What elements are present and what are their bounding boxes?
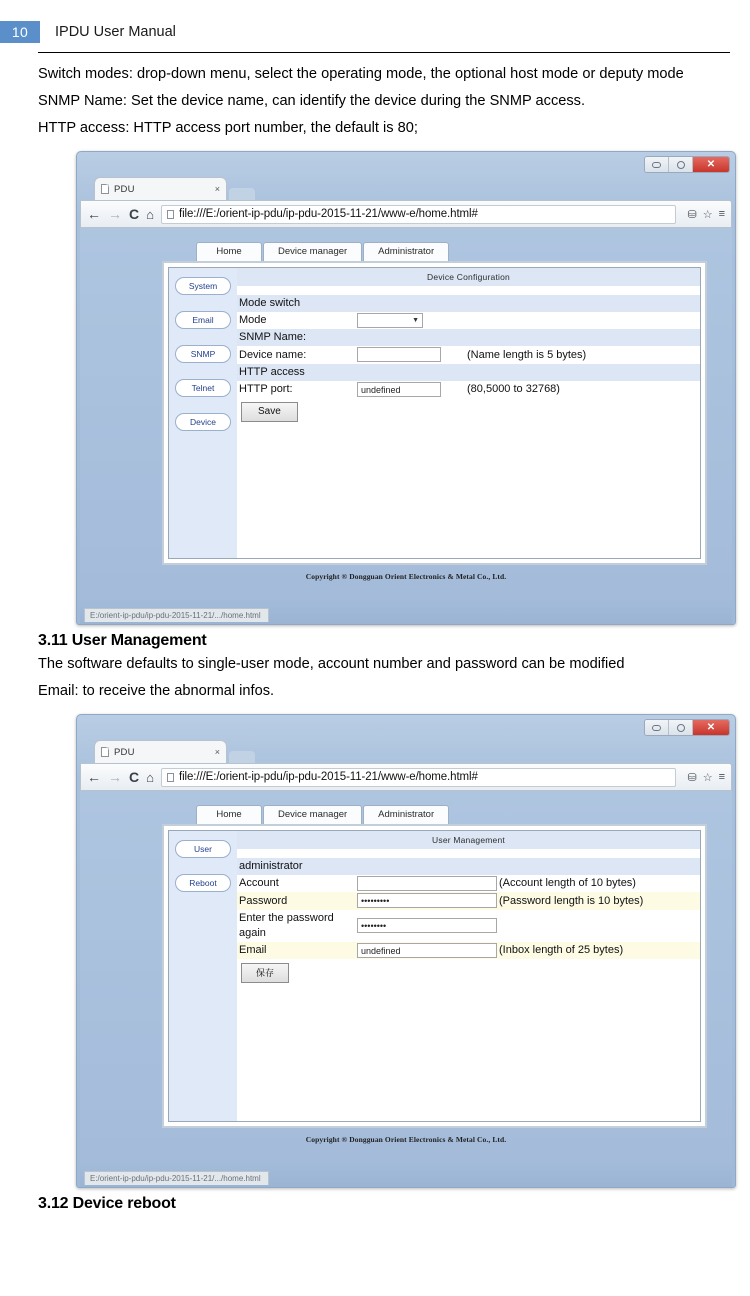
app-sidebar: [169, 268, 237, 558]
account-hint: (Account length of 10 bytes): [497, 875, 700, 892]
extension-icon[interactable]: ⛁: [687, 208, 697, 221]
sidebar-item-user[interactable]: User: [175, 840, 231, 858]
page-favicon-icon: [101, 184, 109, 194]
browser-toolbar: [80, 763, 732, 791]
app-tab-device-manager[interactable]: Device manager: [263, 805, 362, 824]
close-button[interactable]: ✕: [693, 157, 729, 172]
page-viewport: [80, 791, 732, 1161]
app-nav-tabs: [80, 805, 732, 824]
browser-tab-pdu[interactable]: [94, 177, 227, 200]
window-statusbar: [80, 1161, 732, 1187]
page-viewport: [80, 228, 732, 598]
browser-toolbar: [80, 200, 732, 228]
app-tab-home[interactable]: Home: [196, 805, 262, 824]
confirm-password-input[interactable]: ••••••••: [357, 918, 497, 933]
save-button[interactable]: Save: [241, 402, 298, 422]
browser-window-device-configuration: [76, 151, 736, 625]
row-label-snmp-name: SNMP Name:: [237, 329, 355, 346]
minimize-icon: [652, 725, 661, 731]
toolbar-right-icons: [683, 771, 725, 784]
address-bar-url: file:///E:/orient-ip-pdu/ip-pdu-2015-11-21/www-e/home.html#: [178, 771, 478, 783]
back-icon[interactable]: ←: [87, 206, 101, 222]
app-panel-inner: [168, 267, 701, 559]
new-tab-button[interactable]: [229, 188, 255, 200]
row-label-http-port: HTTP port:: [237, 381, 355, 398]
browser-tab-pdu[interactable]: [94, 740, 227, 763]
reload-icon[interactable]: C: [129, 769, 140, 785]
close-button[interactable]: ✕: [693, 720, 729, 735]
app-tab-device-manager[interactable]: Device manager: [263, 242, 362, 261]
window-statusbar: [80, 598, 732, 624]
table-row: [237, 295, 700, 312]
paragraph-switch-modes: Switch modes: drop-down menu, select the operating mode, the optional host mode or deputy mode: [38, 66, 684, 82]
mode-select[interactable]: [357, 313, 423, 328]
app-content: [237, 268, 700, 558]
browser-tabstrip: [80, 740, 732, 763]
confirm-password-hint: [497, 910, 700, 942]
table-row: [237, 346, 700, 363]
paragraph-311-1: The software defaults to single-user mode, account number and password can be modified: [38, 656, 625, 672]
table-row: [237, 312, 700, 329]
panel-title-user-management: User Management: [237, 831, 700, 849]
bookmark-star-icon[interactable]: ☆: [702, 771, 713, 784]
paragraph-http-access: HTTP access: HTTP access port number, the default is 80;: [38, 120, 418, 136]
address-bar[interactable]: [161, 768, 677, 787]
row-label-email: Email: [237, 942, 355, 959]
hamburger-menu-icon[interactable]: ≡: [718, 208, 725, 220]
sidebar-item-device[interactable]: Device: [175, 413, 231, 431]
row-label-http-access: HTTP access: [237, 364, 355, 381]
minimize-button[interactable]: [645, 720, 669, 735]
toolbar-right-icons: [683, 208, 725, 221]
window-titlebar: [80, 155, 732, 177]
forward-icon[interactable]: →: [108, 206, 122, 222]
row-label-confirm-password: Enter the password again: [237, 910, 355, 942]
sidebar-item-snmp[interactable]: SNMP: [175, 345, 231, 363]
table-row: [237, 381, 700, 398]
extension-icon[interactable]: ⛁: [687, 771, 697, 784]
address-bar[interactable]: [161, 205, 677, 224]
paragraph-311-2: Email: to receive the abnormal infos.: [38, 683, 275, 699]
table-row: [237, 858, 700, 875]
app-tab-home[interactable]: Home: [196, 242, 262, 261]
browser-tabstrip: [80, 177, 732, 200]
row-label-password: Password: [237, 892, 355, 909]
address-bar-url: file:///E:/orient-ip-pdu/ip-pdu-2015-11-21/www-e/home.html#: [178, 208, 478, 220]
user-management-table: [237, 858, 700, 959]
paragraph-snmp-name: SNMP Name: Set the device name, can identify the device during the SNMP access.: [38, 93, 586, 109]
row-label-mode-switch: Mode switch: [237, 295, 355, 312]
table-row: [237, 875, 700, 892]
app-nav-tabs: [80, 242, 732, 261]
email-input[interactable]: undefined: [357, 943, 497, 958]
minimize-button[interactable]: [645, 157, 669, 172]
browser-tab-label: PDU: [114, 746, 135, 758]
sidebar-item-email[interactable]: Email: [175, 311, 231, 329]
new-tab-button[interactable]: [229, 751, 255, 763]
page-number-badge: 10: [0, 21, 40, 43]
back-icon[interactable]: ←: [87, 769, 101, 785]
table-row: [237, 942, 700, 959]
table-row: [237, 892, 700, 909]
app-panel: [162, 824, 707, 1128]
window-titlebar: [80, 718, 732, 740]
browser-tab-label: PDU: [114, 183, 135, 195]
page-favicon-icon: [101, 747, 109, 757]
section-heading-312: 3.12 Device reboot: [38, 1195, 176, 1212]
row-label-administrator: administrator: [237, 858, 355, 875]
hamburger-menu-icon[interactable]: ≡: [718, 771, 725, 783]
sidebar-item-system[interactable]: System: [175, 277, 231, 295]
minimize-icon: [652, 162, 661, 168]
device-name-input[interactable]: [357, 347, 441, 362]
status-url-chip: E:/orient-ip-pdu/ip-pdu-2015-11-21/.../home.html: [84, 608, 269, 622]
table-row: [237, 910, 700, 942]
device-configuration-table: [237, 295, 700, 398]
maximize-button[interactable]: [669, 720, 693, 735]
http-port-hint: (80,5000 to 32768): [465, 381, 700, 398]
reload-icon[interactable]: C: [129, 206, 140, 222]
app-content: [237, 831, 700, 1121]
document-body: [0, 53, 750, 1213]
window-controls: [644, 719, 730, 736]
section-heading-311: 3.11 User Management: [38, 632, 207, 649]
app-panel: [162, 261, 707, 565]
row-label-device-name: Device name:: [237, 346, 355, 363]
status-url-chip: E:/orient-ip-pdu/ip-pdu-2015-11-21/.../home.html: [84, 1171, 269, 1185]
window-controls: [644, 156, 730, 173]
password-hint: (Password length is 10 bytes): [497, 892, 700, 909]
row-label-mode: Mode: [237, 312, 355, 329]
maximize-icon: [677, 161, 685, 169]
forward-icon[interactable]: →: [108, 769, 122, 785]
panel-title-device-configuration: Device Configuration: [237, 268, 700, 286]
chevron-down-icon: ▼: [412, 317, 419, 324]
password-input[interactable]: •••••••••: [357, 893, 497, 908]
maximize-icon: [677, 724, 685, 732]
table-row: [237, 329, 700, 346]
email-hint: (Inbox length of 25 bytes): [497, 942, 700, 959]
sidebar-item-telnet[interactable]: Telnet: [175, 379, 231, 397]
sidebar-item-reboot[interactable]: Reboot: [175, 874, 231, 892]
account-input[interactable]: [357, 876, 497, 891]
app-sidebar: [169, 831, 237, 1121]
copyright-notice: Copyright ® Dongguan Orient Electronics & Metal Co., Ltd.: [305, 572, 507, 581]
tab-close-icon[interactable]: ×: [214, 747, 220, 757]
device-name-hint: (Name length is 5 bytes): [465, 346, 700, 363]
maximize-button[interactable]: [669, 157, 693, 172]
page-info-icon: [167, 210, 174, 219]
app-panel-inner: [168, 830, 701, 1122]
page-header: [0, 0, 750, 46]
save-button[interactable]: 保存: [241, 963, 289, 983]
table-row: [237, 364, 700, 381]
home-icon[interactable]: ⌂: [146, 206, 154, 222]
app-tab-administrator[interactable]: Administrator: [363, 805, 449, 824]
http-port-input[interactable]: undefined: [357, 382, 441, 397]
row-label-account: Account: [237, 875, 355, 892]
tab-close-icon[interactable]: ×: [214, 184, 220, 194]
app-tab-administrator[interactable]: Administrator: [363, 242, 449, 261]
manual-title: IPDU User Manual: [55, 24, 176, 40]
bookmark-star-icon[interactable]: ☆: [702, 208, 713, 221]
browser-window-user-management: [76, 714, 736, 1188]
home-icon[interactable]: ⌂: [146, 769, 154, 785]
page-info-icon: [167, 773, 174, 782]
copyright-notice: Copyright ® Dongguan Orient Electronics & Metal Co., Ltd.: [305, 1135, 507, 1144]
